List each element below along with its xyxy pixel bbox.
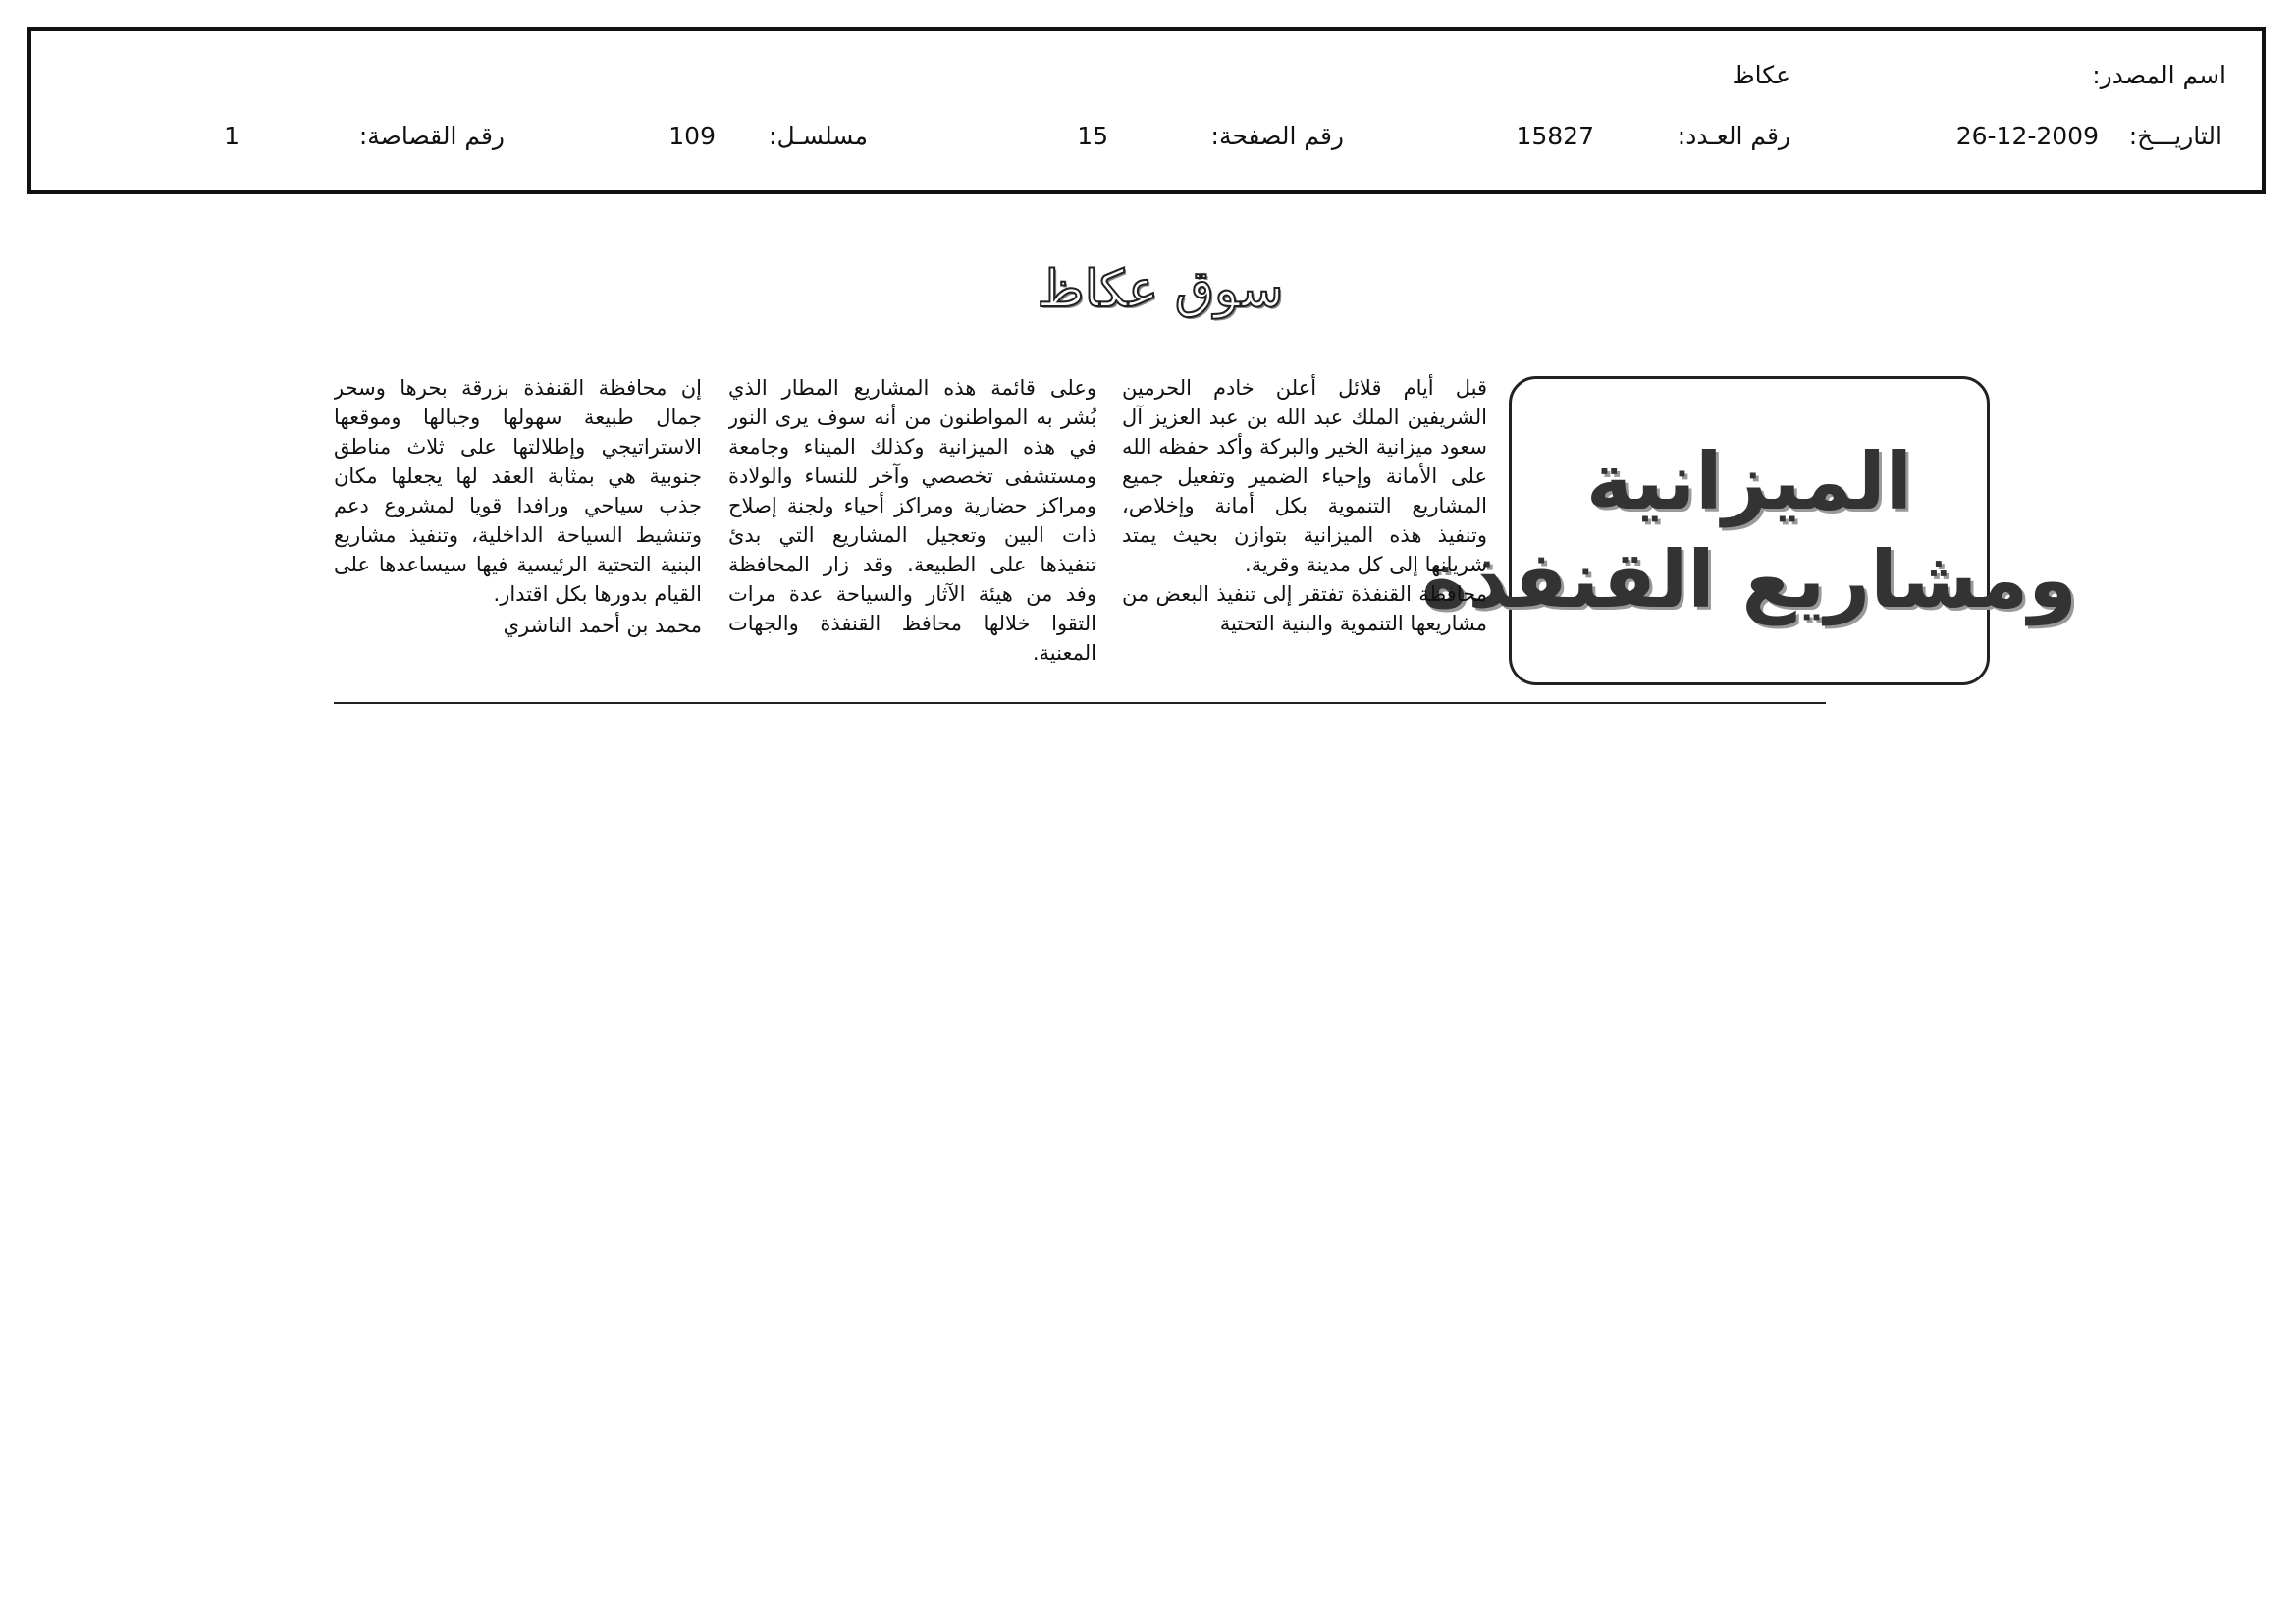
column-3-paragraph: إن محافظة القنفذة بزرقة بحرها وسحر جمال طبيعة سهولها وجبالها وموقعها الاستراتيجي وإطلالتها على ثلاث مناطق جنوبية هي بمثابة العقد لها يجعلها مكان جذب سياحي ورافدا قويا لمشروع دعم وتنشيط السياحة الداخلية، وتنفيذ مشاريع البنية التحتية الرئيسية فيها سيساعدها على القيام بدورها بكل اقتدار. bbox=[334, 376, 702, 606]
column-1-paragraph-2: محافظة القنفذة تفتقر إلى تنفيذ البعض من مشاريعها التنموية والبنية التحتية bbox=[1122, 582, 1487, 635]
article-column-2 bbox=[728, 373, 1096, 697]
source-value: عكاظ bbox=[1732, 61, 1790, 89]
headline-box bbox=[1420, 376, 2077, 685]
column-1-paragraph-1: قبل أيام قلائل أعلن خادم الحرمين الشريفين الملك عبد الله بن عبد العزيز آل سعود ميزانية الخير والبركة وأكد حفظه الله على الأمانة وإحياء الضمير وتفعيل جميع المشاريع التنموية بكل أمانة وإخلاص، وتنفيذ هذه الميزانية بتوازن بحيث يمتد شريانها إلى كل مدينة وقرية. bbox=[1122, 376, 1487, 576]
headline-line-1: الميزانية bbox=[1585, 435, 1913, 527]
article-column-3 bbox=[334, 373, 702, 697]
clip-value: 1 bbox=[224, 122, 240, 150]
author-name: محمد بن أحمد الناشري bbox=[503, 614, 702, 637]
article-column-1 bbox=[1122, 373, 1487, 697]
metadata-header-box bbox=[27, 27, 2266, 194]
headline-line-2: ومشاريع القنفذة bbox=[1420, 533, 2077, 625]
date-label: التاريـــخ: bbox=[2128, 122, 2222, 150]
serial-value: 109 bbox=[668, 122, 716, 150]
column-2-paragraph: وعلى قائمة هذه المشاريع المطار الذي بُشر به المواطنون من أنه سوف يرى النور في هذه الميزانية وكذلك الميناء وجامعة ومستشفى تخصصي وآخر للنساء والولادة ومراكز حضارية ومراكز أحياء ولجنة إصلاح ذات البين وتعجيل المشاريع التي بدئ تنفيذها على الطبيعة. وقد زار المحافظة وفد من هيئة الآثار والسياحة عدة مرات التقوا خلالها محافظ القنفذة والجهات المعنية. bbox=[728, 376, 1096, 665]
page-label: رقم الصفحة: bbox=[1210, 122, 1344, 150]
issue-label: رقم العـدد: bbox=[1677, 122, 1790, 150]
serial-label: مسلسـل: bbox=[769, 122, 868, 150]
page-value: 15 bbox=[1077, 122, 1108, 150]
source-label: اسم المصدر: bbox=[2092, 61, 2226, 89]
issue-value: 15827 bbox=[1516, 122, 1594, 150]
article-bottom-rule bbox=[334, 702, 1826, 704]
date-value: 26-12-2009 bbox=[1955, 122, 2099, 150]
section-title: سوق عكاظ bbox=[1037, 260, 1284, 319]
clip-label: رقم القصاصة: bbox=[358, 122, 505, 150]
